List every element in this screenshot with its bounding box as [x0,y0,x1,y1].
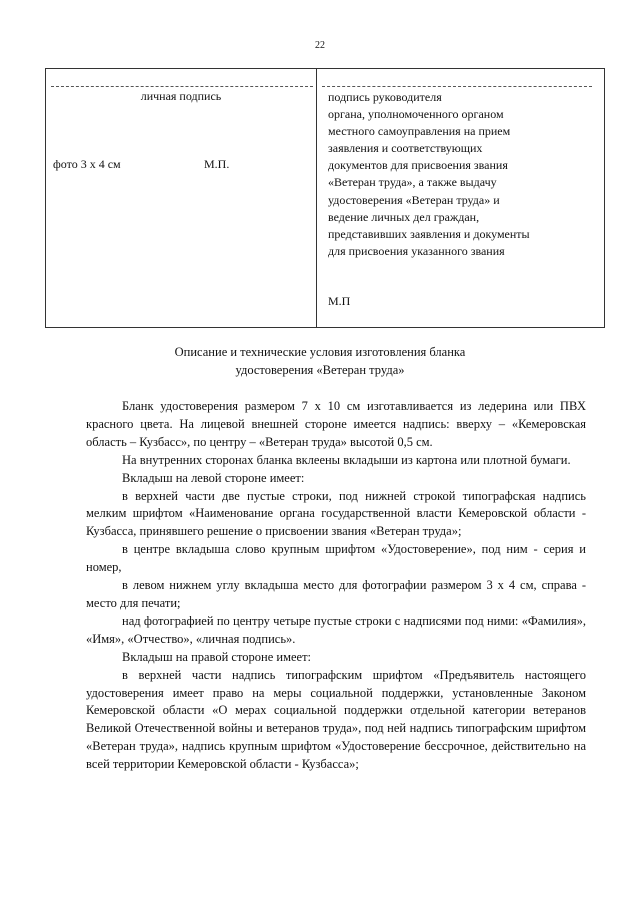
description-body [86,398,586,774]
stamp-place-left: М.П. [204,157,230,171]
paragraph: Вкладыш на правой стороне имеет: [122,649,312,664]
paragraph: Бланк удостоверения размером 7 х 10 см изготавливается из ледерина или ПВХ красного цвета. На лицевой внешней стороне имеется надпись: вверху – «Кемеровская область – Кузбасс», по центру – «Ветеран труда» высотой 0,5 см. [86,399,586,449]
column-divider [316,69,317,327]
page-number: 22 [315,40,325,51]
head-signature-text: подпись руководителя органа, уполномоченного органом местного самоуправления на прием заявления и соответствующих документов для присвоения звания «Ветеран труда», а также выдачу удостоверения «Ветеран труда» и ведение личных дел граждан, представивших заявления и документы для присвоения указанного звания [328,90,530,258]
signature-line-left [51,86,313,87]
description-title: Описание и технические условия изготовления бланка удостоверения «Ветеран труда» [174,345,466,377]
paragraph: Вкладыш на левой стороне имеет: [122,470,305,485]
personal-signature-label: личная подпись [140,89,222,103]
paragraph: в центре вкладыша слово крупным шрифтом «Удостоверение», под ним - серия и номер, [86,542,586,575]
paragraph: На внутренних сторонах бланка вклеены вкладыши из картона или плотной бумаги. [122,452,571,467]
certificate-form-table [45,68,605,328]
stamp-place-right: М.П [328,294,351,308]
paragraph: в левом нижнем углу вкладыша место для фотографии размером 3 х 4 см, справа - место для печати; [86,578,586,610]
signature-line-right [322,86,592,87]
photo-placeholder-label: фото 3 х 4 см [53,157,121,171]
paragraph: в верхней части надпись типографским шрифтом «Предъявитель настоящего удостоверения имеет право на меры социальной поддержки, установленные Законом Кемеровской области «О мерах социальной поддержки отдельной категории ветеранов Великой Отечественной войны и ветеранов труда», под ней надпись типографским шрифтом «Ветеран труда», надпись крупным шрифтом «Удостоверение бессрочное, действительно на всей территории Кемеровской области - Кузбасса»; [86,667,586,772]
paragraph: над фотографией по центру четыре пустые строки с надписями под ними: «Фамилия», «Имя», «Отчество», «личная подпись». [86,613,586,646]
paragraph: в верхней части две пустые строки, под нижней строкой типографская надпись мелким шрифтом «Наименование органа государственной власти Кемеровской области - Кузбасса, принявшего решение о присвоении звания «Ветеран труда»; [86,488,586,539]
